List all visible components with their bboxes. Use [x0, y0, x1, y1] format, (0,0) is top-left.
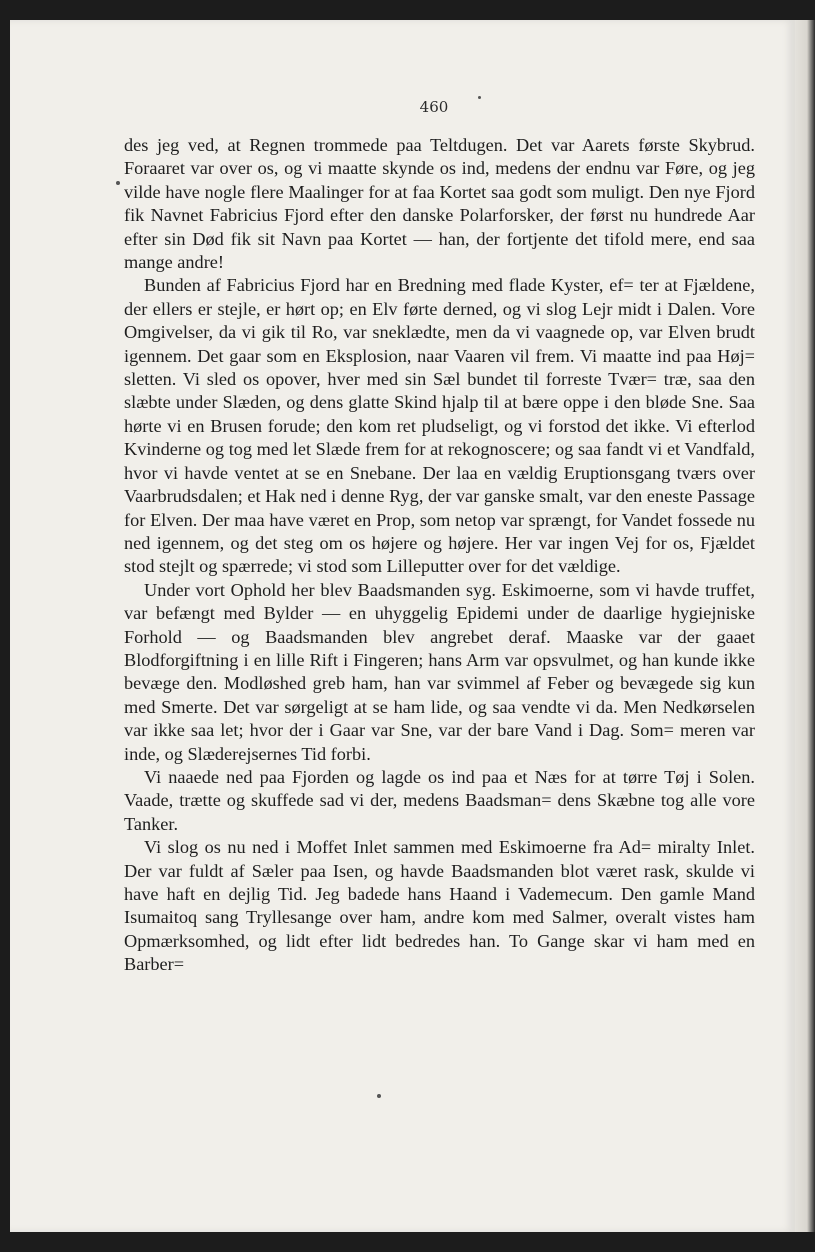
- page-number: 460: [419, 98, 449, 116]
- paragraph-2: Bunden af Fabricius Fjord har en Bredning med flade Kyster, ef= ter at Fjældene, der ellers er stejle, er hørt op; en Elv førte derned, og vi slog Lejr midt i Dalen. Vore Omgivelser, da vi gik til Ro, var sneklædte, men da vi vaagnede op, var Elven brudt igennem. Det gaar som en Eksplosion, naar Vaaren vil frem. Vi maatte ind paa Høj= sletten. Vi sled os opover, hver med sin Sæl bundet til forreste Tvær= træ, saa den slæbte under Slæden, og dens glatte Skind hjalp til at bære oppe i den bløde Sne. Saa hørte vi en Brusen forude; den kom ret pludseligt, og vi forstod det ikke. Vi efterlod Kvinderne og tog med let Slæde frem for at rekognoscere; og saa fandt vi et Vandfald, hvor vi havde ventet at se en Snebane. Der laa en vældig Eruptionsgang tværs over Vaarbrudsdalen; et Hak ned i denne Ryg, der var ganske smalt, var den eneste Passage for Elven. Der maa have været en Prop, som netop var sprængt, for Vandet fossede nu ned igennem, og det steg om os højere og højere. Her var ingen Vej for os, Fjældet stod stejlt og spærrede; vi stod som Lilleputter over for det vældige.: [124, 275, 755, 577]
- paragraph-1: des jeg ved, at Regnen trommede paa Teltdugen. Det var Aarets første Skybrud. Foraaret var over os, og vi maatte skynde os ind, medens der endnu var Føre, og jeg vilde have nogle flere Maalinger for at faa Kortet saa godt som muligt. Den nye Fjord fik Navnet Fabricius Fjord efter den danske Polarforsker, der først nu hundrede Aar efter sin Død fik sit Navn paa Kortet — han, der fortjente det tifold mere, end saa mange andre!: [124, 135, 755, 273]
- paper-speck: [377, 1094, 381, 1098]
- paragraph-4: Vi naaede ned paa Fjorden og lagde os ind paa et Næs for at tørre Tøj i Solen. Vaade, trætte og skuffede sad vi der, medens Baadsman= dens Skæbne tog alle vore Tanker.: [124, 766, 755, 834]
- page-edge: [795, 20, 815, 1232]
- paper-speck: [116, 181, 120, 185]
- paper-speck: [478, 96, 481, 99]
- paragraph-5: Vi slog os nu ned i Moffet Inlet sammen med Eskimoerne fra Ad= miralty Inlet. Der var fuldt af Sæler paa Isen, og havde Baadsmanden blot været rask, skulde vi have haft en dejlig Tid. Jeg badede hans Haand i Vademecum. Den gamle Mand Isumaitoq sang Tryllesange over ham, andre kom med Salmer, overalt vistes ham Opmærksomhed, og lidt efter lidt bedredes han. To Gange skar vi ham med en Barber=: [124, 837, 755, 975]
- page-body-text: [124, 134, 755, 977]
- paragraph-3: Under vort Ophold her blev Baadsmanden syg. Eskimoerne, som vi havde truffet, var befængt med Bylder — en uhyggelig Epidemi under de daarlige hygiejniske Forhold — og Baadsmanden blev angrebet deraf. Maaske var der gaaet Blodforgiftning i en lille Rift i Fingeren; hans Arm var opsvulmet, og han kunde ikke bevæge den. Modløshed greb ham, han var svimmel af Feber og bevægede sig kun med Smerte. Det var sørgeligt at se ham lide, og saa vendte vi da. Men Nedkørselen var ikke saa let; hvor der i Gaar var Sne, var der bare Vand i Dag. Som= meren var inde, og Slæderejsernes Tid forbi.: [124, 579, 755, 764]
